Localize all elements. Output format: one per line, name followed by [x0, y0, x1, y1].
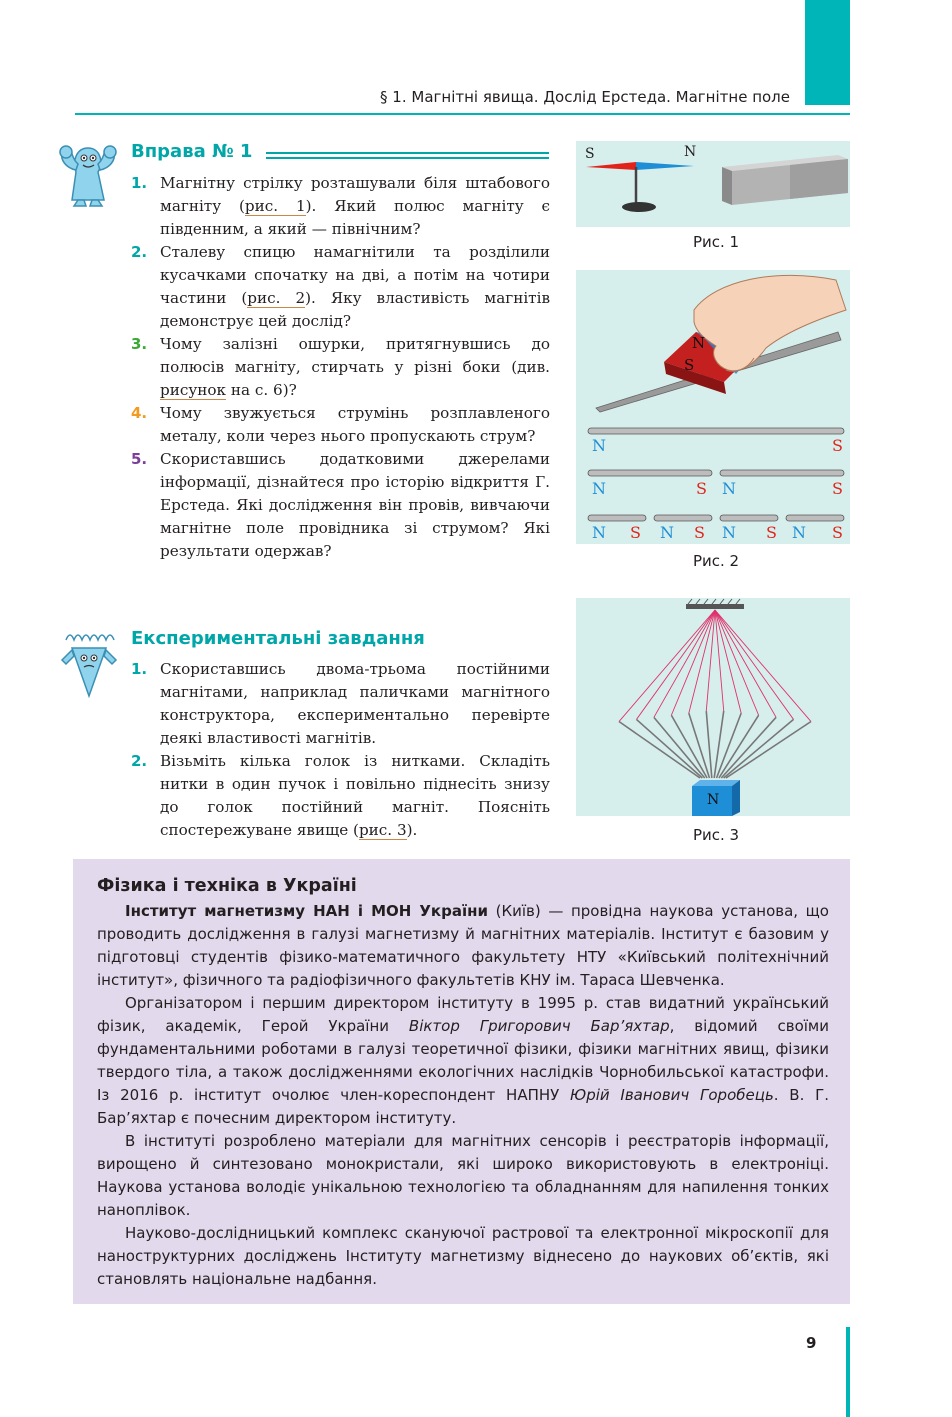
figure-ref-link[interactable]: рисунок: [160, 381, 227, 399]
needle-magnet-label-n: N: [692, 334, 706, 352]
needle-magnet-label-s: S: [684, 356, 695, 374]
experimental-title: Експериментальні завдання: [131, 628, 425, 649]
figure-3: [576, 598, 850, 816]
exercise-list: [131, 172, 550, 563]
exercise-item-4: 4. Чому звужується струмінь розплавленого металу, коли через нього пропускають струм?: [131, 404, 550, 445]
row3-pole-n: N: [592, 523, 606, 542]
figure-ref-link[interactable]: рис. 2: [247, 289, 306, 307]
fig1-label-s: S: [585, 146, 595, 162]
figure-1-caption: Рис. 1: [692, 233, 740, 251]
compass-and-bar-magnet-illustration: [576, 141, 850, 227]
thread: [706, 610, 715, 711]
row1-pole-n: N: [592, 436, 606, 455]
header-rule: [75, 113, 850, 115]
experimental-item-2: 2. Візьміть кілька голок із нитками. Складіть нитки в один пучок і повільно піднесіть знизу до голок постійний магніт. Поясніть спостережуване явище (рис. 3).: [131, 752, 550, 839]
running-header: § 1. Магнітні явища. Дослід Ерстеда. Магнітне поле: [380, 88, 790, 106]
row3-pole-s: S: [630, 523, 641, 542]
needle: [636, 719, 702, 778]
needle: [724, 719, 794, 778]
needle: [717, 713, 742, 778]
needles-on-threads-illustration: [576, 598, 850, 816]
exercise-item-1: 1. Магнітну стрілку розташували біля штабового магніту (рис. 1). Який полюс магніту є південним, а який — північним?: [131, 174, 551, 238]
needle: [714, 711, 724, 778]
needle: [726, 722, 811, 778]
exercise-title: Вправа № 1: [131, 141, 253, 162]
thread: [654, 610, 715, 717]
fig3-magnet-label: N: [707, 792, 720, 808]
page-number-bar: [846, 1327, 850, 1417]
experimental-item-1: 1. Скориставшись двома-трьома постійними магнітами, наприклад паличками магнітного конструктора, експериментально перевірте деякі властивості магнітів.: [131, 660, 550, 747]
figure-3-caption: Рис. 3: [692, 826, 740, 844]
thread: [636, 610, 715, 719]
needle: [706, 711, 712, 778]
fig1-label-n: N: [684, 144, 697, 160]
info-paragraph-1: Інститут магнетизму НАН і МОН України (Київ) — провідна наукова установа, що проводить дослідження в галузі магнетизму й магнітних матеріалів. Інститут є базовим у підготовці студентів фізико-математичного факультету НТУ «Київський політехнічний інститут», фізичного та радіофізичного факультетів КНУ ім. Тараса Шевченка.: [97, 902, 829, 989]
thread: [715, 610, 724, 711]
thread: [671, 610, 715, 715]
needle: [721, 717, 776, 778]
thread: [715, 610, 794, 719]
mascot-strongman-icon: [52, 140, 124, 208]
figure-ref-link[interactable]: рис. 3: [358, 821, 407, 839]
row3-pole-n: N: [722, 523, 736, 542]
row2-pole-s: S: [832, 479, 843, 498]
experimental-list: [131, 658, 550, 842]
magnetized-needle-illustration: [576, 270, 850, 544]
figure-2-caption: Рис. 2: [692, 552, 740, 570]
needle: [619, 722, 700, 778]
info-box: [73, 859, 850, 1304]
row3-pole-s: S: [694, 523, 705, 542]
thread: [715, 610, 759, 715]
exercise-item-5: 5. Скориставшись додатковими джерелами інформації, дізнайтеся про історію відкриття Г. Ерстеда. Які дослідження він провів, вивчаючи магнітне поле провідника зі струмом? Які результати одержав?: [131, 450, 550, 560]
figure-1: [576, 141, 850, 227]
row3-pole-n: N: [792, 523, 806, 542]
exercise-item-2: 2. Сталеву спицю намагнітили та розділили кусачками спочатку на дві, а потім на чотири частини (рис. 2). Яку властивість магнітів демонструє цей дослід?: [131, 243, 550, 330]
figure-ref-link[interactable]: рис. 1: [244, 197, 306, 215]
row3-pole-n: N: [660, 523, 674, 542]
needle-north-half: [636, 162, 694, 170]
figure-2: [576, 270, 850, 544]
needle: [671, 715, 707, 778]
row3-pole-s: S: [832, 523, 843, 542]
corner-teal-tab: [805, 0, 850, 105]
exercise-title-rule: [266, 152, 549, 159]
row2-pole-s: S: [696, 479, 707, 498]
needle-south-half: [586, 162, 636, 170]
row1-pole-s: S: [832, 436, 843, 455]
info-box-title: Фізика і техніка в Україні: [97, 876, 357, 896]
row3-pole-s: S: [766, 523, 777, 542]
info-paragraph-2: Організатором і першим директором інституту в 1995 р. став видатний український фізик, академік, Герой України Віктор Григорович Бар’яхтар, відомий своїми фундаментальними роботами в галузі теоретичної фізики, фізики магнітних явищ, фізики твердого тіла, а також дослідженнями екологічних наслідків Чорнобильської катастрофи. Із 2016 р. інститут очолює член-кореспондент НАПНУ Юрій Іванович Горобець. В. Г. Бар’яхтар є почесним директором інституту.: [97, 994, 830, 1127]
mascot-magnet-icon: [58, 626, 120, 698]
exercise-item-3: 3. Чому залізні ошурки, притягнувшись до полюсів магніту, стирчать у різні боки (див. рисунок на с. 6)?: [131, 335, 550, 399]
row2-pole-n: N: [592, 479, 606, 498]
page-number: 9: [806, 1334, 817, 1352]
info-paragraph-4: Науково-дослідницький комплекс скануючої растрової та електронної мікроскопії для наноструктурних досліджень Інституту магнетизму віднесено до наукових об’єктів, які становлять національне надбання.: [97, 1224, 829, 1288]
thread: [715, 610, 776, 717]
row2-pole-n: N: [722, 479, 736, 498]
needle: [654, 717, 705, 778]
info-paragraph-3: В інституті розроблено матеріали для магнітних сенсорів і реєстраторів інформації, вирощено й синтезовано монокристали, які широко використовують в електроніці. Наукова установа володіє унікальною технологією та обладнанням для напилення тонких наноплівок.: [97, 1132, 829, 1219]
